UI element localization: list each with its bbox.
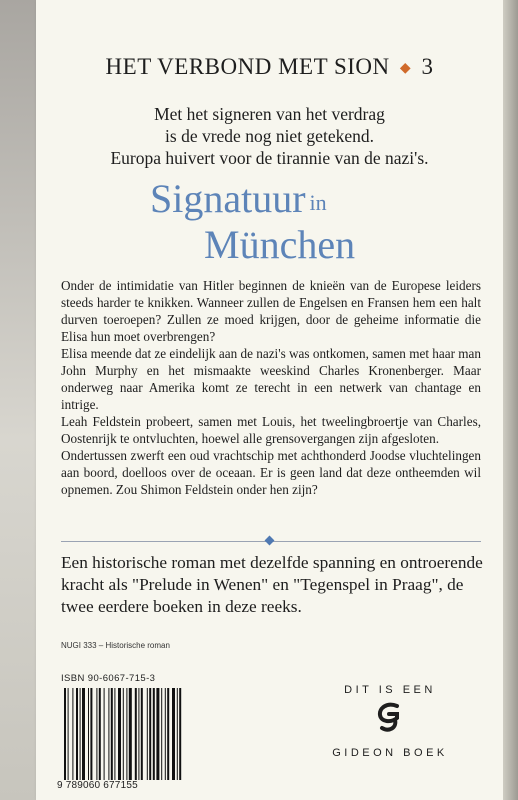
barcode-bar [149, 688, 151, 780]
publisher-mark [330, 684, 450, 759]
barcode-bar [108, 688, 109, 780]
barcode-bar [138, 688, 139, 780]
synopsis-paragraph: Onder de intimidatie van Hitler beginnen de knieën van de Europese leiders steeds harder te knikken. Wanneer zullen de Engelsen en Fransen hem een halt durven toeroepen? Zullen ze moed krijgen, door de geheime informatie die Elisa hun moet overbrengen? [61, 278, 481, 344]
diamond-icon: ◆ [399, 61, 412, 77]
publisher-bottom-text: GIDEON BOEK [332, 747, 448, 759]
blurb: Een historische roman met dezelfde spanning en ontroerende kracht als "Prelude in Wenen" en "Tegenspel in Praag", de twee eerdere boeken in deze reeks. [61, 553, 483, 616]
nugi-code: NUGI 333 – Historische roman [61, 641, 170, 650]
synopsis-paragraph: Leah Feldstein probeert, samen met Louis, het tweelingbroertje van Charles, Oostenrijk te ontvluchten, hoewel alle grensovergangen zijn afgesloten. [61, 414, 481, 446]
tagline-line: is de vrede nog niet getekend. [165, 126, 374, 146]
barcode-bar [96, 688, 97, 780]
barcode-bar [126, 688, 127, 780]
tagline [36, 103, 503, 169]
barcode-bar [80, 688, 81, 780]
title-word-munchen: München [204, 222, 356, 267]
tagline-line: Europa huivert voor de tirannie van de nazi's. [110, 148, 429, 168]
series-number: 3 [421, 54, 434, 79]
gideon-g-logo-icon [375, 700, 405, 734]
synopsis-paragraph: Elisa meende dat ze eindelijk aan de nazi's was ontkomen, samen met haar man John Murphy en het mismaakte weeskind Charles Kronenberger. Maar onderweg naar Amerika komt ze terecht in een netwerk van chantage en intrige. [61, 346, 481, 412]
barcode-bar [129, 688, 132, 780]
barcode-bar [141, 688, 143, 780]
barcode-bar [72, 688, 73, 780]
barcode-bar [156, 688, 159, 780]
barcode-bar [64, 688, 66, 780]
isbn: ISBN 90-6067-715-3 [61, 673, 156, 684]
barcode-bar [147, 688, 148, 780]
series-name: HET VERBOND MET SION [105, 54, 390, 79]
divider-diamond-icon [265, 536, 275, 546]
publisher-top-text: DIT IS EEN [344, 684, 436, 696]
title-word-in: in [309, 190, 327, 215]
barcode-bar [123, 688, 124, 780]
section-divider [61, 535, 481, 547]
barcode-bar [88, 688, 89, 780]
barcode-bar [68, 688, 69, 780]
title-word-signatuur: Signatuur [150, 176, 306, 221]
barcode-bar [165, 688, 166, 780]
series-title [36, 54, 503, 80]
barcode-bar [177, 688, 178, 780]
barcode-bar [179, 688, 181, 780]
barcode-bar [76, 688, 78, 780]
barcode-bar [90, 688, 92, 780]
tagline-line: Met het signeren van het verdrag [154, 104, 385, 124]
barcode-bar [82, 688, 85, 780]
barcode-bar [114, 688, 115, 780]
barcode-bar [111, 688, 113, 780]
synopsis-paragraph: Ondertussen zwerft een oud vrachtschip met achthonderd Joodse vluchtelingen aan boord, doelloos over de oceaan. Er is geen land dat deze ontheemden wil opnemen. Zou Shimon Feldstein onder hen zijn? [61, 448, 481, 497]
barcode-bar [118, 688, 121, 780]
barcode [64, 688, 214, 780]
synopsis [61, 277, 481, 498]
barcode-bar [99, 688, 101, 780]
barcode-digits: 9 789060 677155 [57, 780, 138, 791]
barcode-bar [167, 688, 169, 780]
book-title [150, 178, 450, 266]
barcode-bar [161, 688, 162, 780]
barcode-bar [104, 688, 105, 780]
page-edge [503, 0, 518, 800]
barcode-bar [172, 688, 175, 780]
barcode-bar [135, 688, 137, 780]
barcode-bar [153, 688, 155, 780]
